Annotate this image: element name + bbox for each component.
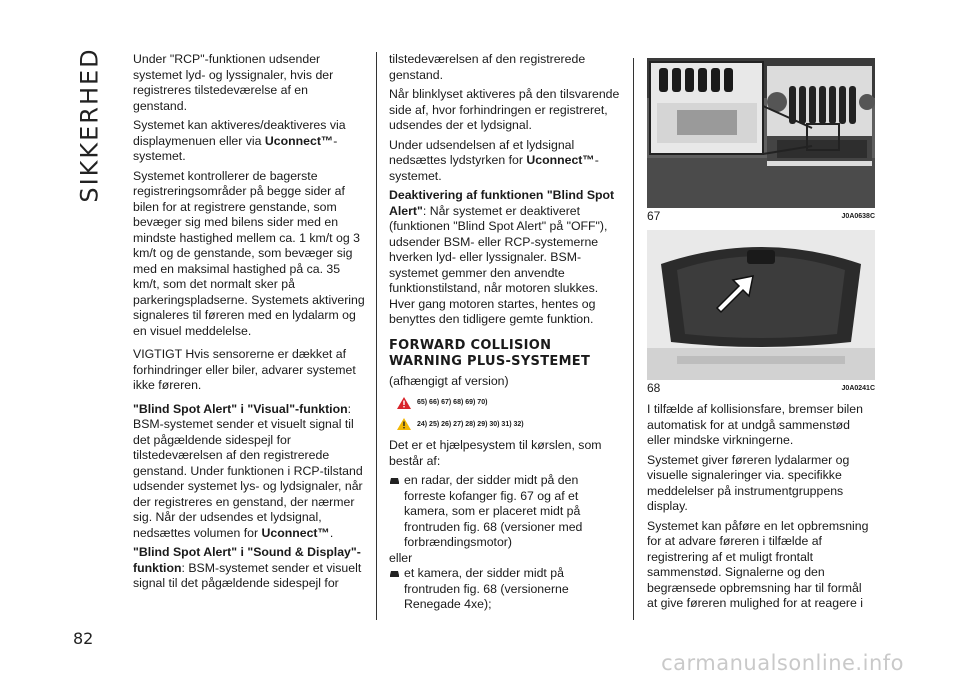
reference-numbers: 65) 66) 67) 68) 69) 70) — [417, 399, 488, 406]
bold-text: Uconnect™ — [261, 525, 330, 540]
warning-triangle-red-icon — [397, 397, 411, 409]
windshield-photo — [647, 230, 875, 380]
section-heading — [389, 338, 622, 370]
paragraph — [389, 138, 622, 185]
warning-triangle-yellow-icon — [397, 418, 411, 430]
heading-line: WARNING PLUS-SYSTEMET — [389, 353, 591, 369]
list-item-text: en radar, der sidder midt på den forreste kofanger fig. 67 og af et kamera, som er placeret midt på frontruden fig. 68 (versioner med forbrændingsmotor) — [404, 473, 583, 549]
bold-text: Uconnect™ — [526, 153, 595, 167]
section-sidebar-title — [73, 47, 107, 203]
text: : BSM-systemet sender et visuelt signal til det pågældende sidespejl for — [133, 560, 362, 590]
figure-code: J0A0638C — [841, 213, 875, 221]
paragraph — [133, 545, 365, 592]
text: -systemet. — [133, 133, 338, 163]
car-bullet-icon — [389, 476, 400, 485]
text: Under udsendelsen af et lydsignal nedsættes lydstyrken for — [389, 137, 575, 167]
section-title-text: SIKKERHED — [76, 47, 105, 203]
text-column-2 — [389, 52, 622, 613]
figure-number: 67 — [647, 209, 661, 224]
column-divider — [376, 52, 377, 620]
text: . — [329, 525, 334, 540]
paragraph: Systemet kan påføre en let opbremsning for at advare føreren i tilfælde af registrering af et muligt frontalt sammenstød. Signalerne og den begrænsede opbremsning har til formål at give føreren mulighed for at reagere i — [647, 518, 869, 610]
figure-caption — [647, 380, 875, 398]
text: : BSM-systemet sender et visuelt signal til det pågældende sidespejl for tilstedeværelsen af den registrerede genstand. Under funktionen i RCP-tilstand udsender systemet lys- og lydsignaler, når der registreres en genstand, der nærmer sig. Når der udsendes et lydsignal, nedsættes volumen for — [133, 401, 363, 540]
paragraph: tilstedeværelsen af den registrerede genstand. — [389, 52, 586, 82]
paragraph: Det er et hjælpesystem til kørslen, som består af: — [389, 438, 602, 468]
watermark: carmanualsonline.info — [661, 651, 904, 675]
page-number: 82 — [73, 629, 94, 648]
figure-67-front-bumper — [647, 58, 875, 208]
paragraph: eller — [389, 550, 413, 565]
bold-text: Deaktivering af funktionen "Blind Spot Alert" — [389, 188, 615, 218]
list-item — [389, 473, 622, 551]
paragraph: VIGTIGT Hvis sensorerne er dækket af forhindringer eller biler, advarer systemet ikke føreren. — [133, 347, 356, 392]
bold-text: "Blind Spot Alert" i "Sound & Display"-funktion — [133, 545, 361, 575]
text-column-3 — [647, 58, 875, 616]
bold-text: "Blind Spot Alert" i "Visual"-funktion — [133, 401, 348, 416]
text: -systemet. — [389, 153, 599, 183]
paragraph: I tilfælde af kollisionsfare, bremser bilen automatisk for at undgå sammenstød eller mindske virkningerne. — [647, 402, 863, 447]
bold-text: Uconnect™ — [264, 133, 334, 148]
list-item — [389, 566, 622, 613]
car-bullet-icon — [389, 569, 400, 578]
reference-numbers: 24) 25) 26) 27) 28) 29) 30) 31) 32) — [417, 420, 524, 428]
paragraph: Systemet giver føreren lydalarmer og visuelle signaleringer via. specifikke meddelelser på instrumentgruppens display. — [647, 452, 850, 513]
paragraph: Under "RCP"-funktionen udsender systemet lyd- og lyssignaler, hvis der registreres tilstedeværelse af en genstand. — [133, 52, 334, 113]
paragraph — [389, 188, 622, 328]
paragraph — [133, 402, 365, 542]
figure-code: J0A0241C — [841, 385, 875, 393]
figure-number: 68 — [647, 381, 661, 396]
text: Systemet kan aktiveres/deaktiveres via displaymenuen eller via — [133, 118, 346, 148]
column-divider — [633, 58, 634, 620]
heading-subtitle: (afhængigt af version) — [389, 373, 509, 388]
warning-refs-yellow — [397, 417, 622, 433]
text: : Når systemet er deaktiveret (funktionen "Blind Spot Alert" på "OFF"), udsender BSM- eller RCP-systemerne hverken lyd- eller lyssignaler. BSM-systemet gemmer den anvendte funktionstilstand, når motoren slukkes. Hver gang motoren startes, hentes og benyttes den tidligere gemte funktion. — [389, 203, 608, 326]
figure-68-windshield-camera — [647, 230, 875, 380]
front-bumper-photo — [647, 58, 875, 208]
text-column-1 — [133, 52, 365, 596]
list-item-text: et kamera, der sidder midt på frontruden fig. 68 (versionerne Renegade 4xe); — [404, 566, 569, 611]
paragraph: Systemet kontrollerer de bagerste registreringsområder på begge sider af bilen for at registrere genstande, som bevæger sig med bilens sider med en mindste hastighed mellem ca. 1 km/t og 3 km/t og de genstande, som bevæger sig med en maksimal hastighed på ca. 35 km/t, som det normalt sker på parkeringspladserne. Systemets aktivering signaleres til føreren med en lydalarm og en visuel meddelelse. — [133, 168, 365, 338]
paragraph — [133, 118, 365, 165]
figure-caption — [647, 208, 875, 226]
heading-line: FORWARD COLLISION — [389, 337, 552, 353]
warning-refs-red — [397, 395, 622, 411]
paragraph: Når blinklyset aktiveres på den tilsvarende side af, hvor forhindringen er registreret, udsendes der et lydsignal. — [389, 87, 620, 132]
